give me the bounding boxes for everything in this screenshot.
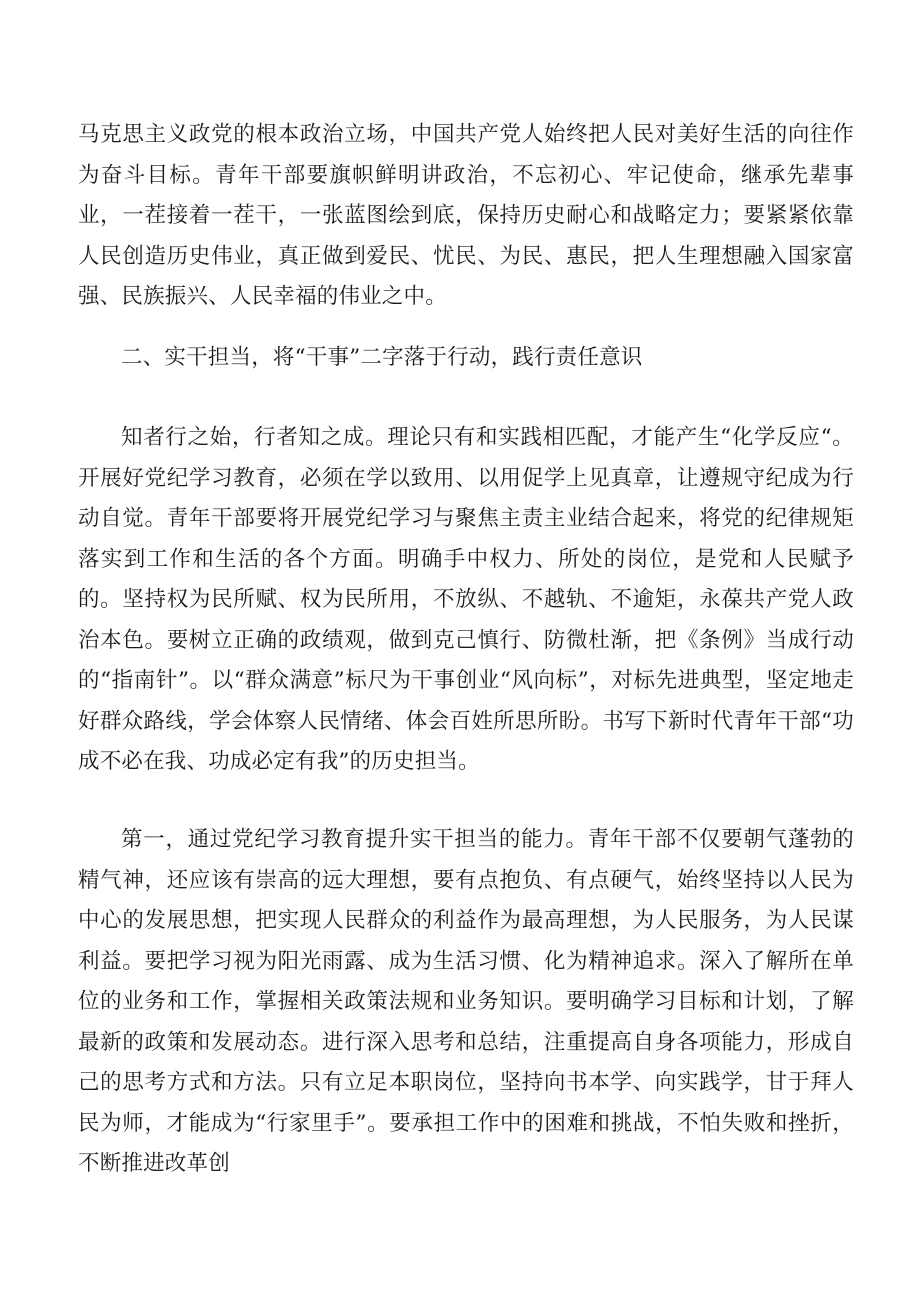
paragraph-body: 知者行之始，行者知之成。理论只有和实践相匹配，才能产生“化学反应“。开展好党纪学习教育，必须在学以致用、以用促学上见真章，让遵规守纪成为行动自觉。青年干部要将开展党纪学习与聚焦主责主业结合起来，将党的纪律规矩落实到工作和生活的各个方面。明确手中权力、所处的岗位，是党和人民赋予的。坚持权为民所赋、权为民所用，不放纵、不越轨、不逾矩，永葆共产党人政治本色。要树立正确的政绩观，做到克己慎行、防微杜渐，把《条例》当成行动的“指南针”。以“群众满意”标尺为干事创业“风向标”，对标先进典型，坚定地走好群众路线，学会体察人民情绪、体会百姓所思所盼。书写下新时代青年干部“功成不必在我、功成必定有我”的历史担当。 [78,425,854,774]
paragraph-body: 第一，通过党纪学习教育提升实干担当的能力。青年干部不仅要朝气蓬勃的精气神，还应该有崇高的远大理想，要有点抱负、有点硬气，始终坚持以人民为中心的发展思想，把实现人民群众的利益作为最高理想，为人民服务，为人民谋利益。要把学习视为阳光雨露、成为生活习惯、化为精神追求。深入了解所在单位的业务和工作，掌握相关政策法规和业务知识。要明确学习目标和计划，了解最新的政策和发展动态。进行深入思考和总结，注重提高自身各项能力，形成自己的思考方式和方法。只有立足本职岗位，坚持向书本学、向实践学，甘于拜人民为师，才能成为“行家里手”。要承担工作中的困难和挑战，不怕失败和挫折，不断推进改革创 [78,827,854,1176]
paragraph-continued: 马克思主义政党的根本政治立场，中国共产党人始终把人民对美好生活的向往作为奋斗目标。青年干部要旗帜鲜明讲政治，不忘初心、牢记使命，继承先辈事业，一茬接着一茬干，一张蓝图绘到底，保持历史耐心和战略定力；要紧紧依靠人民创造历史伟业，真正做到爱民、忧民、为民、惠民，把人生理想融入国家富强、民族振兴、人民幸福的伟业之中。 [78,122,854,309]
section-heading: 二、实干担当，将“干事”二字落于行动，践行责任意识 [121,345,643,370]
